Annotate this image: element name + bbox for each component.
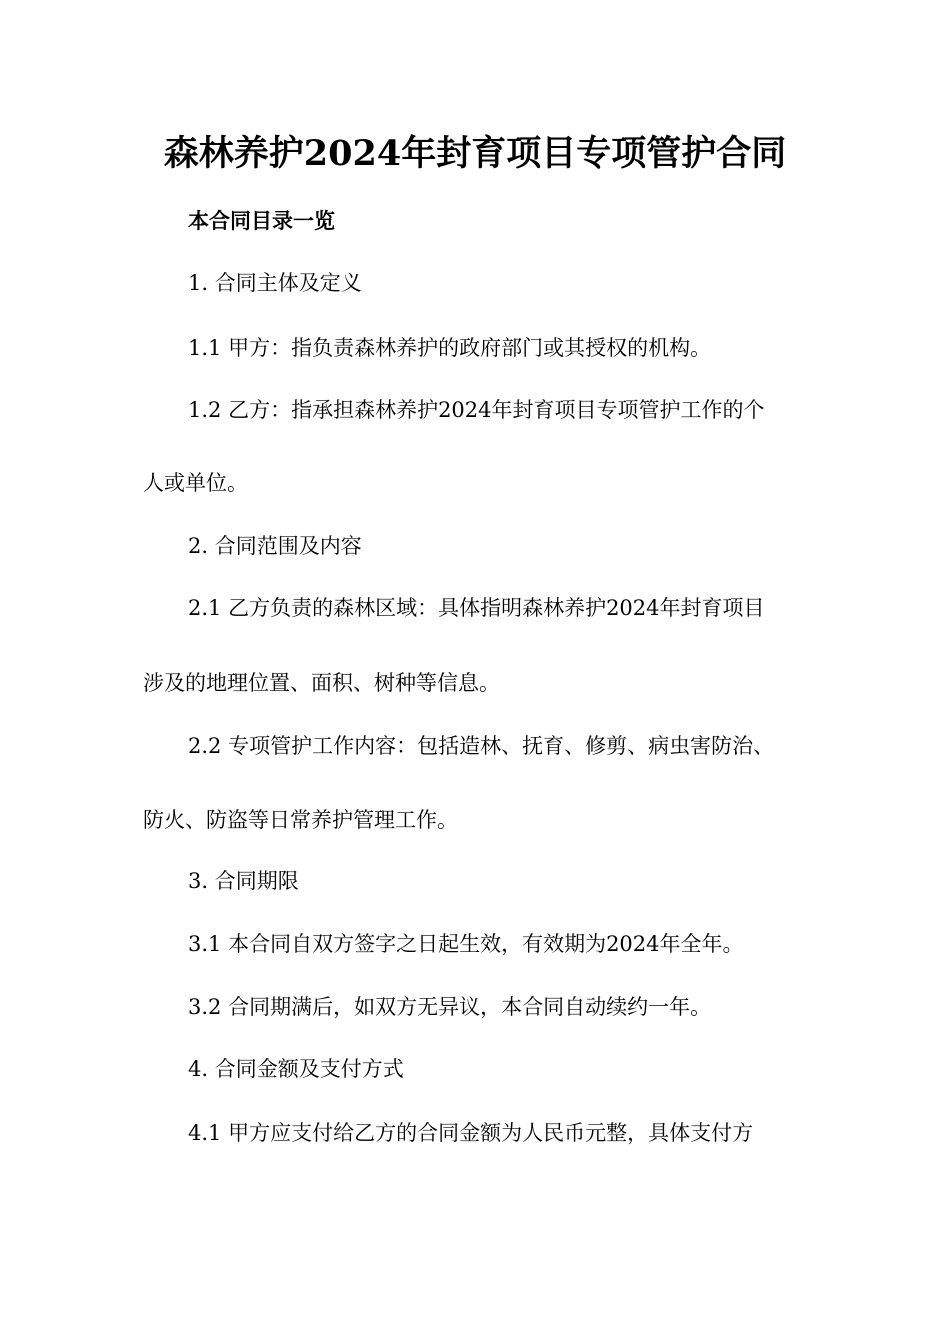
document-title: 森林养护2024年封育项目专项管护合同 [163,133,787,174]
section-heading-3: 3. 合同期限 [188,869,299,893]
clause-1-2-continued: 人或单位。 [143,471,248,495]
clause-2-2: 2.2 专项管护工作内容：包括造林、抚育、修剪、病虫害防治、 [188,734,775,758]
clause-1-2: 1.2 乙方：指承担森林养护2024年封育项目专项管护工作的个 [188,398,765,422]
section-heading-2: 2. 合同范围及内容 [188,534,362,558]
clause-3-2: 3.2 合同期满后，如双方无异议，本合同自动续约一年。 [188,995,712,1019]
clause-2-2-continued: 防火、防盗等日常养护管理工作。 [143,808,458,832]
clause-2-1: 2.1 乙方负责的森林区域：具体指明森林养护2024年封育项目 [188,596,765,620]
clause-2-1-continued: 涉及的地理位置、面积、树种等信息。 [143,671,500,695]
clause-1-1: 1.1 甲方：指负责森林养护的政府部门或其授权的机构。 [188,336,712,360]
clause-3-1: 3.1 本合同自双方签字之日起生效，有效期为2024年全年。 [188,932,744,956]
section-heading-4: 4. 合同金额及支付方式 [188,1057,404,1081]
clause-4-1: 4.1 甲方应支付给乙方的合同金额为人民币元整，具体支付方 [188,1121,754,1145]
section-heading-1: 1. 合同主体及定义 [188,271,362,295]
toc-heading: 本合同目录一览 [188,208,335,233]
